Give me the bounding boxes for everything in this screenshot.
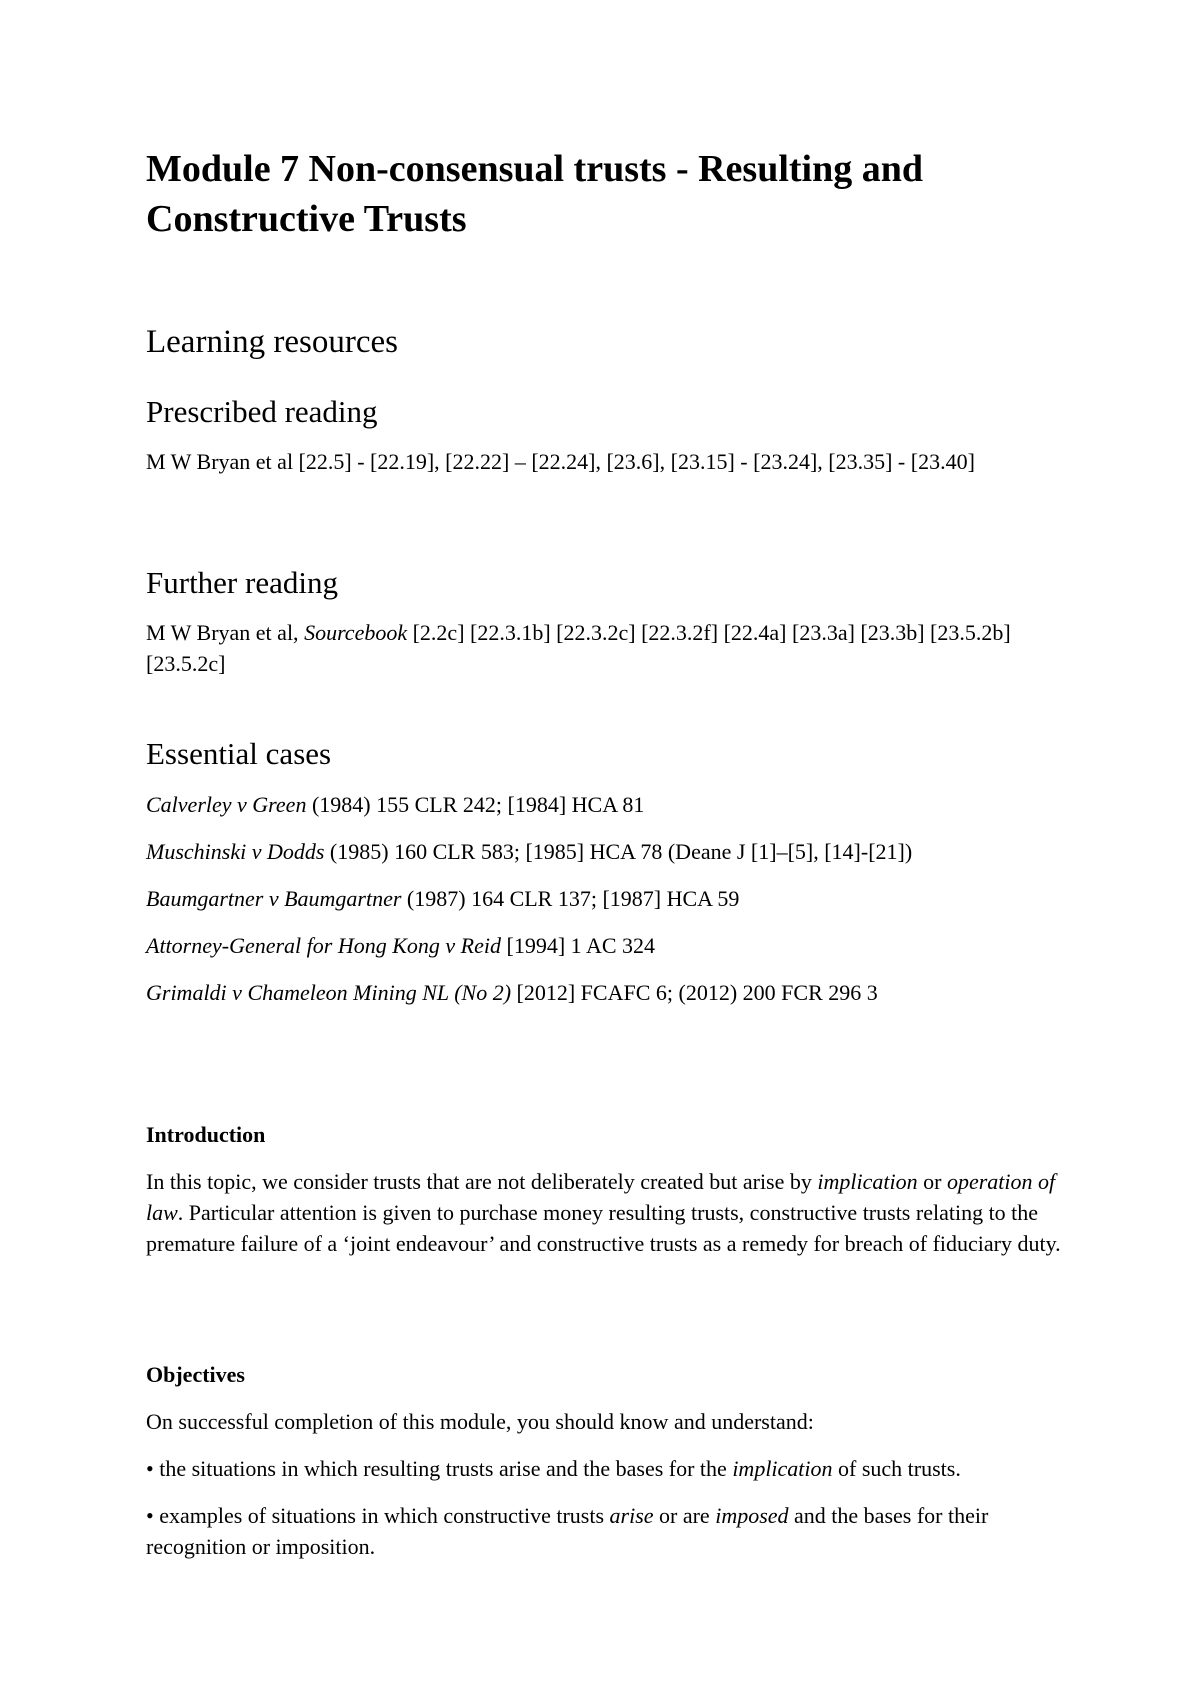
intro-text-part: In this topic, we consider trusts that are not deliberately created but arise by — [146, 1169, 818, 1194]
learning-resources-heading: Learning resources — [146, 324, 398, 360]
case-name: Calverley v Green — [146, 792, 307, 817]
sourcebook-title: Sourcebook — [304, 620, 408, 645]
objective-emphasis: imposed — [715, 1503, 789, 1528]
case-citation: [2012] FCAFC 6; (2012) 200 FCR 296 3 — [511, 980, 878, 1005]
further-reading-heading: Further reading — [146, 565, 338, 600]
case-item — [146, 930, 655, 961]
case-item — [146, 836, 912, 867]
page-title: Module 7 Non-consensual trusts - Resulting and Constructive Trusts — [146, 148, 923, 240]
case-citation: (1987) 164 CLR 137; [1987] HCA 59 — [401, 886, 740, 911]
objective-emphasis: arise — [609, 1503, 654, 1528]
prescribed-reading-text: M W Bryan et al [22.5] - [22.19], [22.22] – [22.24], [23.6], [23.15] - [23.24], [23.35] - [23.40] — [146, 449, 975, 474]
objective-bullet — [146, 1500, 1076, 1562]
case-item — [146, 977, 878, 1008]
introduction-text — [146, 1166, 1076, 1259]
intro-text-part: . Particular attention is given to purchase money resulting trusts, constructive trusts relating to the premature failure of a ‘joint endeavour’ and constructive trusts as a remedy for breach of fiduciary duty. — [146, 1200, 1061, 1256]
objective-text-part: or are — [653, 1503, 716, 1528]
case-item — [146, 789, 644, 820]
further-reading-refs: [2.2c] [22.3.1b] [22.3.2c] [22.3.2f] [22.4a] [23.3a] [23.3b] [23.5.2b] [23.5.2c] — [146, 620, 1011, 676]
case-citation: [1994] 1 AC 324 — [501, 933, 655, 958]
case-name: Attorney-General for Hong Kong v Reid — [146, 933, 501, 958]
objective-text-part: • the situations in which resulting trusts arise and the bases for the — [146, 1456, 733, 1481]
prescribed-reading-heading: Prescribed reading — [146, 394, 378, 429]
essential-cases-heading: Essential cases — [146, 736, 332, 771]
case-name: Baumgartner v Baumgartner — [146, 886, 402, 911]
objective-bullet — [146, 1453, 961, 1484]
objective-text-part: and the bases for their recognition or imposition. — [146, 1503, 989, 1559]
case-citation: (1984) 155 CLR 242; [1984] HCA 81 — [306, 792, 645, 817]
case-name: Grimaldi v Chameleon Mining NL (No 2) — [146, 980, 512, 1005]
case-name: Muschinski v Dodds — [146, 839, 325, 864]
objectives-lead: On successful completion of this module, you should know and understand: — [146, 1409, 814, 1434]
objective-text-part: of such trusts. — [832, 1456, 961, 1481]
introduction-heading: Introduction — [146, 1122, 266, 1147]
objectives-heading: Objectives — [146, 1362, 245, 1387]
intro-emphasis: implication — [817, 1169, 918, 1194]
objective-text-part: • examples of situations in which constructive trusts — [146, 1503, 610, 1528]
intro-text-part: or — [917, 1169, 947, 1194]
case-item — [146, 883, 739, 914]
further-reading-prefix: M W Bryan et al, — [146, 620, 305, 645]
intro-emphasis: operation of law — [146, 1169, 1056, 1225]
objective-emphasis: implication — [732, 1456, 833, 1481]
further-reading-text — [146, 617, 1076, 679]
case-citation: (1985) 160 CLR 583; [1985] HCA 78 (Deane J [1]–[5], [14]-[21]) — [324, 839, 913, 864]
